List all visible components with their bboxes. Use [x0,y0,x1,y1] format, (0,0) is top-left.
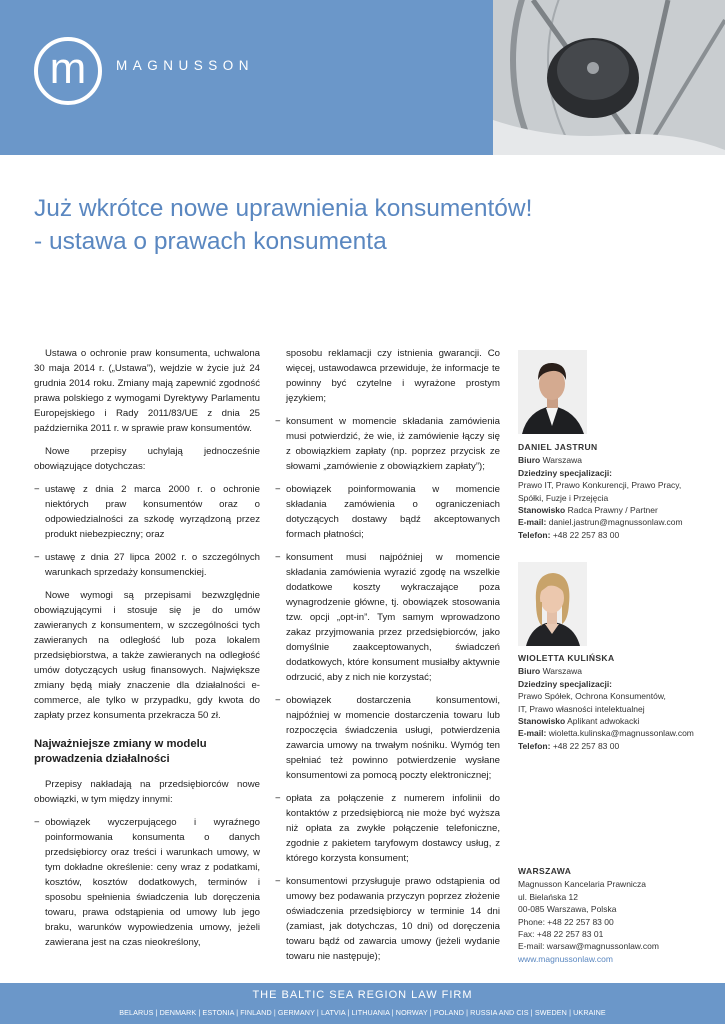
email-label: E-mail: [518,517,547,528]
list-item: − obowiązek wyczerpującego i wyraźnego poinformowania konsumenta o danych przedsiębiorcy oraz treści i warunkach umowy, w tym dokładne określenie: ceny wraz z podatkami, kosztów, kosztów dodatkowych, terminów i sposobu spełnienia świadczenia lub doręczenia towaru, prawa odstąpienia od umowy lub jego braku, warunków wypowiedzenia umowy, jeżeli zawierana jest na czas nieokreślony, [34,815,260,950]
contact-email [518,516,718,528]
article-column-2 [275,346,500,972]
contact-position [518,504,718,516]
list-item: − ustawę z dnia 2 marca 2000 r. o ochronie niektórych praw konsumentów oraz o odpowiedzialności za szkodę wyrządzoną przez produkt niebezpieczny; oraz [34,482,260,542]
brand-name: MAGNUSSON [116,58,255,73]
office-value: Warszawa [542,455,582,466]
compass-wheel-image [493,0,725,155]
paragraph: Nowe wymogi są przepisami bezwzględnie obowiązującymi i stosuje się je do umów zawieranych z konsumentem, w szczególności tych zawieranych na odległość lub poza lokalem przedsiębiorstwa, a także zawieranych na odległość umów dotyczących usług finansowych. Największe zmiany będą miały znaczenie dla działalności e-commerce, ale tylko w przypadku, gdy kwota do zapłaty przez konsumenta przekracza 50 zł. [34,590,260,721]
email-link[interactable]: wioletta.kulinska@magnussonlaw.com [548,728,694,739]
spec-label: Dziedziny specjalizacji: [518,678,613,689]
office-label: Biuro [518,666,541,677]
section-heading: Najważniejsze zmiany w modelu prowadzenia działalności [34,738,207,765]
position-label: Stanowisko [518,716,566,727]
title-line-1: Już wkrótce nowe uprawnienia konsumentów! [34,195,533,222]
page-title [34,192,634,258]
office-address-block [518,865,718,965]
office-value: Warszawa [542,666,582,677]
phone-label: Telefon: [518,740,551,751]
portrait-daniel-jastrun [518,350,587,434]
email-link[interactable]: daniel.jastrun@magnussonlaw.com [548,517,683,528]
contact-office [518,454,718,466]
contact-phone [518,529,718,541]
list-item: − obowiązek poinformowania w momencie składania zamówienia o ograniczeniach dotyczących dostawy bądź akceptowanych formach płatności; [275,482,500,542]
paragraph: Przepisy nakładają na przedsiębiorców nowe obowiązki, w tym między innymi: [34,779,260,805]
logo-letter: m [49,44,87,93]
header-photo-compass [493,0,725,155]
bullet-list [34,815,260,950]
list-item: − ustawę z dnia 27 lipca 2002 r. o szczególnych warunkach sprzedaży konsumenckiej. [34,550,260,580]
contact-phone [518,740,718,752]
magnusson-logo[interactable] [34,37,102,105]
article-column-1 [34,346,260,958]
phone-value: +48 22 257 83 00 [552,529,620,540]
position-value: Aplikant adwokacki [567,716,640,727]
footer-title: THE BALTIC SEA REGION LAW FIRM [252,989,473,1001]
office-label: Biuro [518,455,541,466]
list-item: − obowiązek dostarczenia konsumentowi, najpóźniej w momencie dostarczenia towaru lub rozpoczęcia świadczenia usługi, potwierdzenia zawarcia umowy na trwałym nośniku. Wymóg ten spełniać też powinno potwierdzenie wysłane konsumentowi za pomocą poczty elektronicznej; [275,693,500,783]
office-fax: Fax: +48 22 257 83 01 [518,929,604,940]
phone-label: Telefon: [518,529,551,540]
portrait-wioletta-kulinska [518,562,587,646]
contact-email [518,727,718,739]
bullet-list [34,482,260,580]
paragraph: Ustawa o ochronie praw konsumenta, uchwalona 30 maja 2014 r. („Ustawa”), wejdzie w życie już 24 grudnia 2014 roku. Zmiany mają zapewnić zgodność prawa polskiego z wymogami Dyrektywy Parlamentu Europejskiego i Rady 2011/83/UE z dnia 25 października 2011 r. w sprawie praw konsumentów. [34,348,260,434]
contact-spec-label [518,678,718,690]
office-company: Magnusson Kancelaria Prawnicza [518,879,647,890]
phone-value: +48 22 257 83 00 [552,740,620,751]
position-value: Radca Prawny / Partner [567,505,658,516]
list-item: − opłata za połączenie z numerem infolinii do kontaktów z przedsiębiorcą nie może być wyższa niż opłata za zwykłe połączenie telefoniczne, zgodnie z pakietem taryfowym dostawcy usług, z którego korzysta konsument; [275,791,500,866]
list-item: − konsumentowi przysługuje prawo odstąpienia od umowy bez podawania przyczyn poprzez złożenie oświadczenia przedsiębiorcy w terminie 14 dni (zamiast, jak dotychczas, 10 dni) od doręczenia towaru bądź od zawarcia umowy (jeżeli wydanie towaru nie następuje); [275,874,500,964]
paragraph: sposobu reklamacji czy istnienia gwarancji. Co więcej, ustawodawca przewiduje, że informacje te powinny być czytelne i wyrażone prostym językiem; [286,348,500,404]
list-item: − konsument w momencie składania zamówienia musi potwierdzić, że wie, iż zamówienie łączy się z obowiązkiem zapłaty (np. poprzez przycisk ze słowami „zamówienie z obowiązkiem zapłaty”); [275,414,500,474]
contact-card-daniel-jastrun [518,441,718,541]
position-label: Stanowisko [518,505,566,516]
contact-name: WIOLETTA KULIŃSKA [518,653,615,663]
spec-label: Dziedziny specjalizacji: [518,467,613,478]
contact-card-wioletta-kulinska [518,652,718,752]
paragraph: Nowe przepisy uchylają jednocześnie obowiązujące dotychczas: [34,446,260,472]
list-item: − konsument musi najpóźniej w momencie składania zamówienia wyrazić zgodę na wszelkie dodatkowe koszty wykraczające poza wynagrodzenie główne, tj. obowiązek stosowania tzw. opcji „opt-in”. Tym samym wprowadzono zakaz przyjmowania przez przedsiębiorców, jako domyślnie zaakceptowanych, świadczeń dodatkowych, które konsument musiałby aktywnie odrzucić, aby z nich nie korzystać; [275,550,500,685]
contact-spec-line: IT, Prawo własności intelektualnej [518,703,645,714]
contact-name: DANIEL JASTRUN [518,442,598,452]
website-link[interactable]: www.magnussonlaw.com [518,953,613,964]
contact-office [518,665,718,677]
contact-spec-label [518,467,718,479]
footer-banner [0,983,725,1024]
office-phone: Phone: +48 22 257 83 00 [518,916,614,927]
header-banner [0,0,725,155]
title-line-2: - ustawa o prawach konsumenta [34,228,387,255]
office-street: ul. Bielańska 12 [518,891,579,902]
bullet-list [275,414,500,964]
contact-position [518,715,718,727]
office-postal: 00-085 Warszawa, Polska [518,904,617,915]
footer-countries: BELARUS | DENMARK | ESTONIA | FINLAND | GERMANY | LATVIA | LITHUANIA | NORWAY | POLAND | RUSSIA AND CIS | SWEDEN | UKRAINE [119,1008,606,1017]
contact-spec-line: Prawo Spółek, Ochrona Konsumentów, [518,691,666,702]
contact-spec-line: Prawo IT, Prawo Konkurencji, Prawo Pracy, [518,480,682,491]
office-email[interactable]: E-mail: warsaw@magnussonlaw.com [518,941,659,952]
office-city: WARSZAWA [518,866,572,876]
contact-spec-line: Spółki, Fuzje i Przejęcia [518,492,609,503]
email-label: E-mail: [518,728,547,739]
